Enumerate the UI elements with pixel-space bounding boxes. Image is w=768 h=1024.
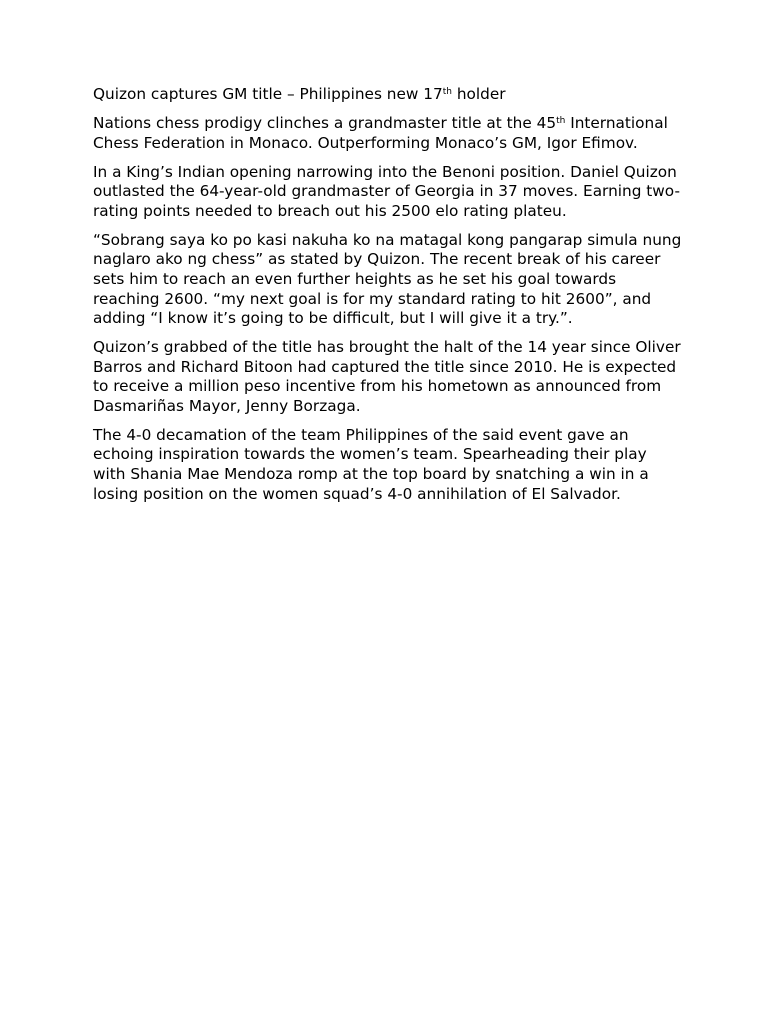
paragraph-1 [93, 114, 683, 153]
title-text: Quizon captures GM title – Philippines new 17 [93, 85, 443, 103]
paragraph-1-text-end: International Chess Federation in Monaco. Outperforming Monaco’s GM, Igor Efimov. [93, 113, 668, 152]
paragraph-4: Quizon’s grabbed of the title has brought the halt of the 14 year since Oliver Barros and Richard Bitoon had captured the title since 2010. He is expected to receive a million peso incentive from his hometown as announced from Dasmariñas Mayor, Jenny Borzaga. [93, 338, 681, 415]
document-body [93, 85, 683, 514]
paragraph-1-superscript: th [556, 116, 566, 127]
title-text-end: holder [451, 85, 506, 103]
paragraph-3: “Sobrang saya ko po kasi nakuha ko na matagal kong pangarap simula nung naglaro ako ng chess” as stated by Quizon. The recent break of his career sets him to reach an even further heights as he set his goal towards reaching 2600. “my next goal is for my standard rating to hit 2600”, and adding “I know it’s going to be difficult, but I will give it a try.”. [93, 230, 682, 328]
paragraph-5: The 4-0 decamation of the team Philippines of the said event gave an echoing inspiration towards the women’s team. Spearheading their play with Shania Mae Mendoza romp at the top board by snatching a win in a losing position on the women squad’s 4-0 annihilation of El Salvador. [93, 425, 649, 503]
paragraph-2: In a King’s Indian opening narrowing into the Benoni position. Daniel Quizon outlasted the 64-year-old grandmaster of Georgia in 37 moves. Earning two-rating points needed to breach out his 2500 elo rating plateu. [93, 162, 680, 220]
paragraph-1-text: Nations chess prodigy clinches a grandmaster title at the 45 [93, 113, 557, 132]
article-title [93, 85, 683, 105]
title-superscript: th [442, 87, 452, 98]
